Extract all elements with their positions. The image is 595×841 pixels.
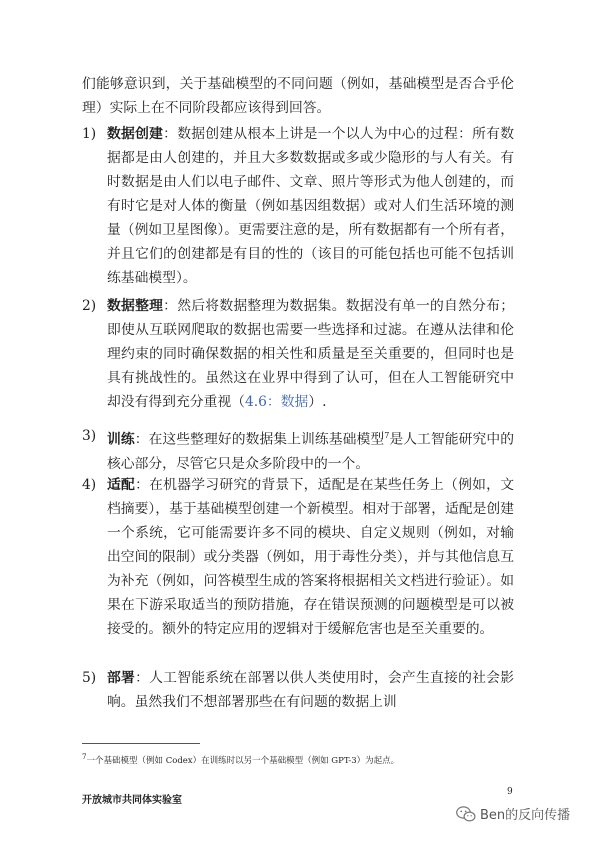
item-body: [107, 666, 514, 714]
list-item-deployment: [82, 666, 514, 714]
item-separator: ：: [135, 670, 150, 686]
item-text: 人工智能系统在部署以供人类使用时，会产生直接的社会影响。虽然我们不想部署那些在有问题的数据上训: [107, 670, 515, 710]
footnote-divider: [82, 743, 200, 744]
item-term: 训练: [107, 431, 135, 448]
item-body: [107, 122, 514, 290]
item-text: 在机器学习研究的背景下，适配是在某些任务上（例如，文档摘要），基于基础模型创建一个新模型。相对于部署，适配是创建一个系统，它可能需要许多不同的模块、自定义规则（例如，对输出空间的限制）或分类器（例如，用于毒性分类），并与其他信息互为补充（例如，问答模型生成的答案将根据相关文档进行验证）。如果在下游采取适当的预防措施，存在错误预测的问题模型是可以被接受的。额外的特定应用的逻辑对于缓解危害也是至关重要的。: [107, 477, 515, 637]
item-term: 部署: [107, 670, 136, 686]
item-text: 然后将数据整理为数据集。数据没有单一的自然分布；即使从互联网爬取的数据也需要一些选择和过滤。在遵从法律和伦理约束的同时确保数据的相关性和质量是至关重要的，但同时也是具有挑战性的。虽然这在业界中得到了认可，但在人工智能研究中却没有得到充分重视（: [107, 298, 515, 410]
item-number: 4): [82, 477, 97, 493]
item-text: 在这些整理好的数据集上训练基础模型: [148, 431, 385, 448]
item-term: 数据创建: [107, 126, 164, 142]
page-number: 9: [507, 787, 513, 797]
item-body: [107, 473, 514, 641]
item-number: 3): [82, 428, 97, 444]
item-number: 1): [82, 126, 97, 142]
item-text-2: 是人工智能研究中的核心部分，尽管它只是众多阶段中的一个。: [107, 431, 515, 472]
intro-paragraph: 们能够意识到，关于基础模型的不同问题（例如，基础模型是否合乎伦理）实际上在不同阶段都应该得到回答。: [82, 76, 514, 116]
footnote-marker[interactable]: 7: [384, 431, 390, 440]
list-item-training: [82, 424, 514, 476]
item-body: [107, 424, 514, 476]
footnote: [82, 752, 522, 766]
item-text: 数据创建从根本上讲是一个以人为中心的过程：所有数据都是由人创建的，并且大多数数据或多或少隐形的与人有关。有时数据是由人们以电子邮件、文章、照片等形式为他人创建的，而有时它是对人体的衡量（例如基因组数据）或对人们生活环境的测量（例如卫星图像）。更需要注意的是，所有数据都有一个所有者，并且它们的创建都是有目的性的（该目的可能包括也可能不包括训练基础模型）。: [107, 126, 515, 286]
wechat-icon: [456, 806, 476, 822]
footer-lab-name: 开放城市共同体实验室: [82, 795, 182, 806]
item-number: 5): [82, 670, 97, 686]
item-separator: ：: [163, 126, 178, 142]
list-item-adaptation: [82, 473, 514, 641]
footnote-text: 一个基础模型（例如 Codex）在训练时以另一个基础模型（例如 GPT-3）为起点。: [86, 755, 400, 766]
item-separator: ：: [134, 431, 149, 448]
item-separator: ：: [163, 298, 178, 314]
item-number: 2): [82, 298, 97, 314]
watermark-text: Ben的反向传播: [480, 808, 571, 823]
section-link[interactable]: 4.6：数据: [244, 394, 309, 410]
list-item-data-creation: [82, 122, 514, 290]
item-text-after: ）.: [308, 394, 327, 410]
watermark: [456, 804, 570, 823]
footnote-mark: 7: [82, 752, 87, 761]
list-item-data-curation: [82, 294, 514, 414]
item-body: [107, 294, 514, 414]
item-term: 适配: [107, 477, 136, 493]
item-separator: ：: [135, 477, 150, 493]
item-term: 数据整理: [107, 298, 164, 314]
